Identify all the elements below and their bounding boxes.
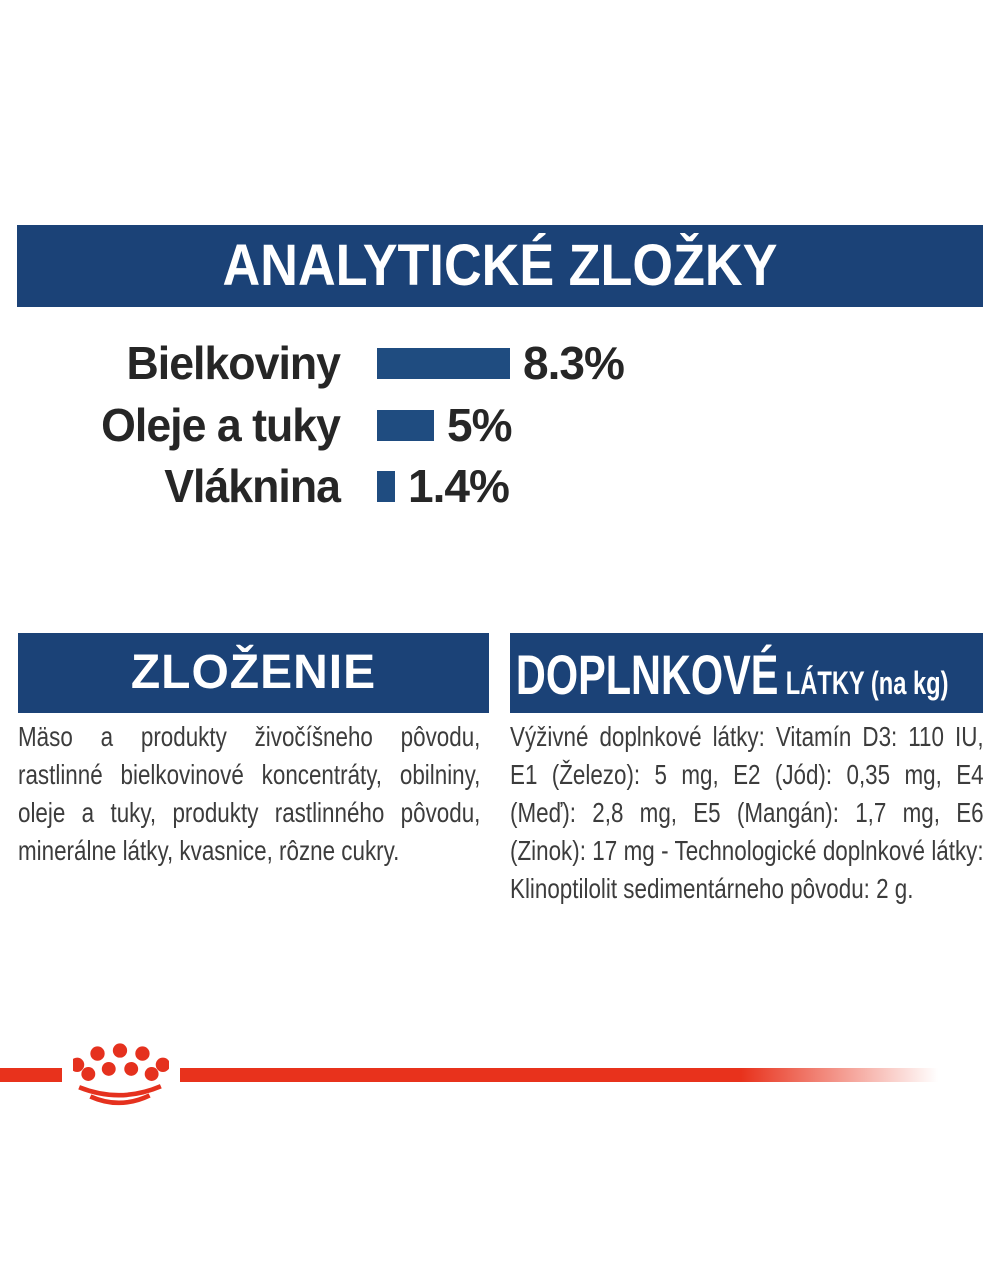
additives-title-main: DOPLNKOVÉ — [515, 643, 779, 706]
chart-row-vlaknina — [0, 456, 509, 516]
chart-label: Vláknina — [164, 460, 340, 512]
chart-row-oleje-a-tuky — [0, 395, 511, 455]
royal-canin-crown-icon — [73, 1042, 169, 1106]
composition-title: ZLOŽENIE — [130, 646, 377, 699]
composition-body: Mäso a produkty živočíšneho pôvodu, rastlinné bielkovinové koncentráty, obilniny, oleje a tuky, produkty rastlinného pôvodu, minerálne látky, kvasnice, rôzne cukry. — [18, 721, 481, 866]
chart-label: Oleje a tuky — [101, 399, 340, 451]
chart-value: 1.4% — [408, 460, 509, 512]
additives-title-sub: LÁTKY (na kg) — [785, 665, 949, 701]
chart-label: Bielkoviny — [126, 337, 340, 389]
analytical-header-title: ANALYTICKÉ ZLOŽKY — [222, 233, 778, 298]
composition-header-bar — [18, 633, 489, 713]
additives-header-bar — [510, 633, 983, 713]
red-divider-line-left — [0, 1068, 62, 1082]
chart-bar — [377, 348, 510, 379]
chart-bar — [377, 410, 434, 441]
additives-body: Výživné doplnkové látky: Vitamín D3: 110 IU, E1 (Železo): 5 mg, E2 (Jód): 0,35 mg, E4 (Meď): 2,8 mg, E5 (Mangán): 1,7 mg, E6 (Zinok): 17 mg - Technologické doplnkové látky: Klinoptilolit sedimentárneho pôvodu: 2 g. — [510, 721, 984, 904]
analytical-header-bar — [17, 225, 983, 307]
additives-title — [510, 633, 949, 711]
chart-value: 5% — [447, 399, 512, 451]
chart-bar — [377, 471, 395, 502]
red-divider-line-right — [180, 1068, 938, 1082]
chart-row-bielkoviny — [0, 333, 624, 393]
chart-value: 8.3% — [523, 337, 624, 389]
